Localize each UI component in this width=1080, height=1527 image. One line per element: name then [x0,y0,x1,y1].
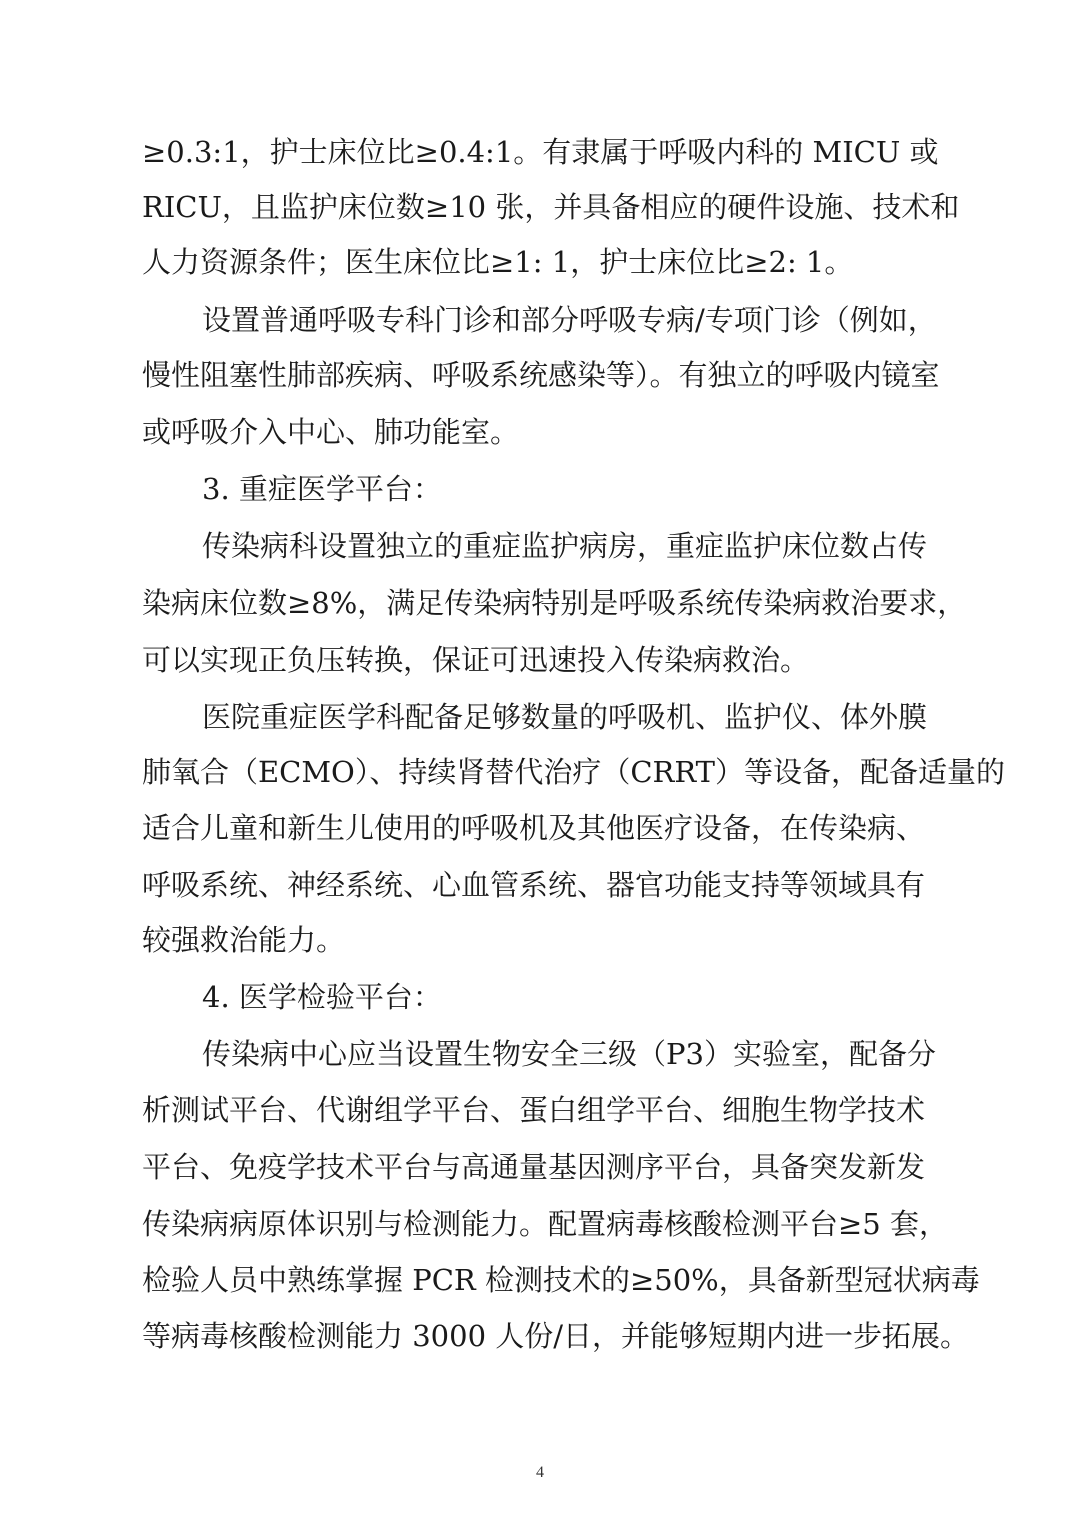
text-line: 适合儿童和新生儿使用的呼吸机及其他医疗设备，在传染病、 [142,811,926,845]
text-line: 人力资源条件；医生床位比≥1: 1，护士床位比≥2: 1。 [142,245,854,279]
text-line: 检验人员中熟练掌握 PCR 检测技术的≥50%，具备新型冠状病毒 [142,1263,980,1297]
text-line: 慢性阻塞性肺部疾病、呼吸系统感染等）。有独立的呼吸内镜室 [142,358,940,392]
text-line: 肺氧合（ECMO）、持续肾替代治疗（CRRT）等设备，配备适量的 [142,755,1006,789]
text-line: 等病毒核酸检测能力 3000 人份/日，并能够短期内进一步拓展。 [142,1319,970,1353]
section-heading: 3. 重症医学平台： [202,472,442,506]
text-line: 析测试平台、代谢组学平台、蛋白组学平台、细胞生物学技术 [142,1093,926,1127]
text-line: 平台、免疫学技术平台与高通量基因测序平台，具备突发新发 [142,1150,926,1184]
paragraph-first-line: 设置普通呼吸专科门诊和部分呼吸专病/专项门诊（例如， [202,303,937,337]
text-line: ≥0.3:1，护士床位比≥0.4:1。有隶属于呼吸内科的 MICU 或 [142,135,939,169]
text-line: RICU，且监护床位数≥10 张，并具备相应的硬件设施、技术和 [142,190,960,224]
page-number: 4 [536,1464,544,1481]
text-line: 染病床位数≥8%，满足传染病特别是呼吸系统传染病救治要求， [142,586,967,620]
text-line: 较强救治能力。 [142,923,346,957]
paragraph-first-line: 传染病科设置独立的重症监护病房，重症监护床位数占传 [202,529,928,563]
text-line: 呼吸系统、神经系统、心血管系统、器官功能支持等领域具有 [142,868,926,902]
section-heading: 4. 医学检验平台： [202,980,442,1014]
text-line: 或呼吸介入中心、肺功能室。 [142,415,520,449]
paragraph-first-line: 医院重症医学科配备足够数量的呼吸机、监护仪、体外膜 [202,700,928,734]
text-line: 可以实现正负压转换，保证可迅速投入传染病救治。 [142,643,810,677]
text-line: 传染病病原体识别与检测能力。配置病毒核酸检测平台≥5 套， [142,1207,948,1241]
paragraph-first-line: 传染病中心应当设置生物安全三级（P3）实验室，配备分 [202,1037,936,1071]
